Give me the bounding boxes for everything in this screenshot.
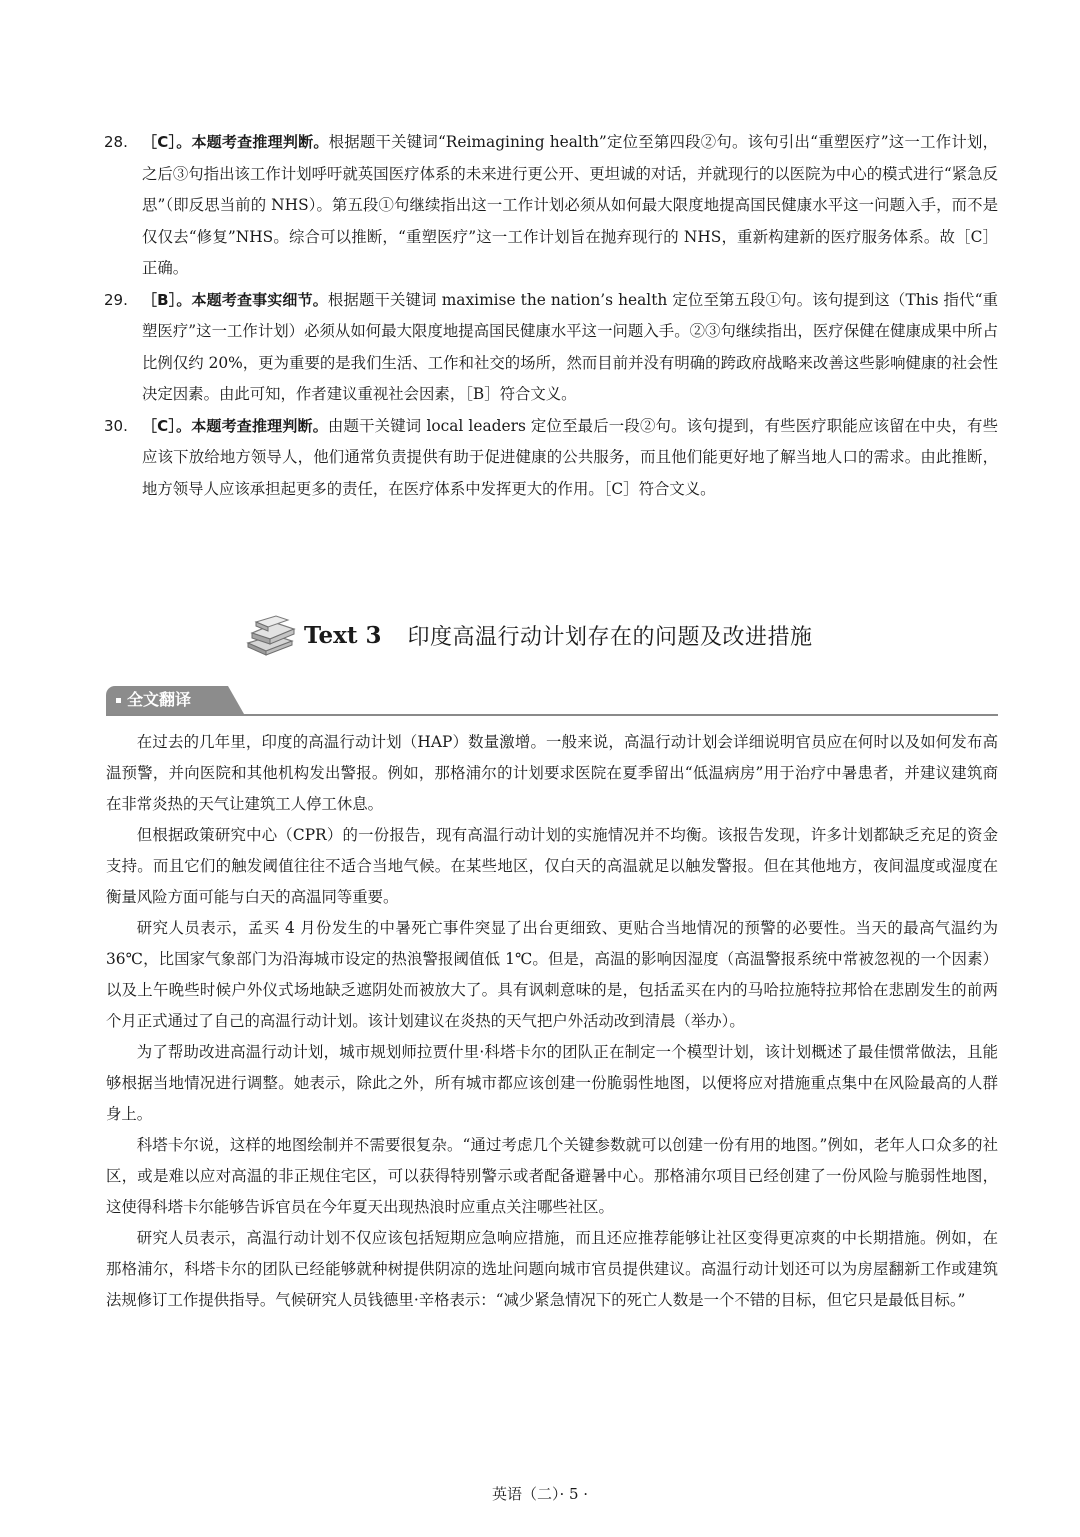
text-heading: 印度高温行动计划存在的问题及改进措施: [407, 624, 813, 650]
translation-paragraph: 为了帮助改进高温行动计划，城市规划师拉贾什里·科塔卡尔的团队正在制定一个模型计划，该计划概述了最佳惯常做法，且能够根据当地情况进行调整。她表示，除此之外，所有城市都应该创建一份脆弱性地图，以便将应对措施重点集中在风险最高的人群身上。: [106, 1043, 998, 1123]
answer-explanations: [104, 127, 998, 505]
translation-paragraph: 研究人员表示，孟买 4 月份发生的中暑死亡事件突显了出台更细致、更贴合当地情况的预警的必要性。当天的最高气温约为 36℃，比国家气象部门为沿海城市设定的热浪警报阈值低 1℃。但是，高温的影响因湿度（高温警报系统中常被忽视的一个因素）以及上午晚些时候户外仪式场地缺乏遮阴处而被放大了。具有讽刺意味的是，包括孟买在内的马哈拉施特拉邦恰在悲剧发生的前两个月正式通过了自己的高温行动计划。该计划建议在炎热的天气把户外活动改到清晨（举办）。: [106, 919, 998, 1030]
translation-body: [106, 727, 998, 1316]
bullet-icon: [116, 698, 121, 703]
answer-lead: ［B］。本题考查事实细节。: [142, 290, 328, 309]
translation-paragraph: 研究人员表示，高温行动计划不仅应该包括短期应急响应措施，而且还应推荐能够让社区变得更凉爽的中长期措施。例如，在那格浦尔，科塔卡尔的团队已经能够就种树提供阴凉的选址问题向城市官员提供建议。高温行动计划还可以为房屋翻新工作或建筑法规修订工作提供指导。气候研究人员钱德里·辛格表示：“减少紧急情况下的死亡人数是一个不错的目标，但它只是最低目标。”: [106, 1229, 998, 1309]
answer-item-28: [104, 127, 998, 285]
translation-tab: [106, 686, 228, 714]
answer-lead: ［C］。本题考查推理判断。: [142, 133, 329, 151]
answer-lead: ［C］。本题考查推理判断。: [142, 416, 328, 435]
section-title: [244, 611, 812, 659]
answer-number: 28.: [104, 133, 128, 151]
translation-paragraph: 但根据政策研究中心（CPR）的一份报告，现有高温行动计划的实施情况并不均衡。该报告发现，许多计划都缺乏充足的资金支持。而且它们的触发阈值往往不适合当地气候。在某些地区，仅白天的高温就足以触发警报。但在其他地方，夜间温度或湿度在衡量风险方面可能与白天的高温同等重要。: [106, 826, 998, 906]
answer-number: 29.: [104, 290, 128, 309]
text-label: Text 3: [304, 621, 382, 649]
answer-text: 由题干关键词 local leaders 定位至最后一段②句。该句提到，有些医疗职能应该留在中央，有些应该下放给地方领导人，他们通常负责提供有助于促进健康的公共服务，而且他们能更好地了解当地人口的需求。由此推断，地方领导人应该承担起更多的责任，在医疗体系中发挥更大的作用。［C］符合文义。: [142, 416, 998, 498]
book-stack-icon: [244, 613, 296, 657]
translation-paragraph: 在过去的几年里，印度的高温行动计划（HAP）数量激增。一般来说，高温行动计划会详细说明官员应在何时以及如何发布高温预警，并向医院和其他机构发出警报。例如，那格浦尔的计划要求医院在夏季留出“低温病房”用于治疗中暑患者，并建议建筑商在非常炎热的天气让建筑工人停工休息。: [106, 733, 998, 813]
translation-tab-bar: [106, 686, 998, 716]
translation-tab-label: 全文翻译: [127, 690, 192, 709]
translation-paragraph: 科塔卡尔说，这样的地图绘制并不需要很复杂。“通过考虑几个关键参数就可以创建一份有用的地图。”例如，老年人口众多的社区，或是难以应对高温的非正规住宅区，可以获得特别警示或者配备避暑中心。那格浦尔项目已经创建了一份风险与脆弱性地图，这使得科塔卡尔能够告诉官员在今年夏天出现热浪时应重点关注哪些社区。: [106, 1136, 998, 1216]
page-footer: 英语（二）· 5 ·: [491, 1485, 589, 1503]
answer-text: 根据题干关键词 maximise the nation’s health 定位至第五段①句。该句提到这（This 指代“重塑医疗”这一工作计划）必须从如何最大限度地提高国民健康水平这一问题入手。②③句继续指出，医疗保健在健康成果中所占比例仅约 20%，更为重要的是我们生活、工作和社交的场所，然而目前并没有明确的跨政府战略来改善这些影响健康的社会性决定因素。由此可知，作者建议重视社会因素，［B］符合文义。: [142, 290, 999, 403]
answer-item-30: [104, 411, 998, 506]
answer-item-29: [104, 285, 998, 411]
answer-number: 30.: [104, 416, 128, 435]
answer-text: 根据题干关键词“Reimagining health”定位至第四段②句。该句引出“重塑医疗”这一工作计划，之后③句指出该工作计划呼吁就英国医疗体系的未来进行更公开、更坦诚的对话，并就现行的以医院为中心的模式进行“紧急反思”（即反思当前的 NHS）。第五段①句继续指出这一工作计划必须从如何最大限度地提高国民健康水平这一问题入手，而不是仅仅去“修复”NHS。综合可以推断，“重塑医疗”这一工作计划旨在抛弃现行的 NHS，重新构建新的医疗服务体系。故［C］正确。: [142, 133, 998, 277]
